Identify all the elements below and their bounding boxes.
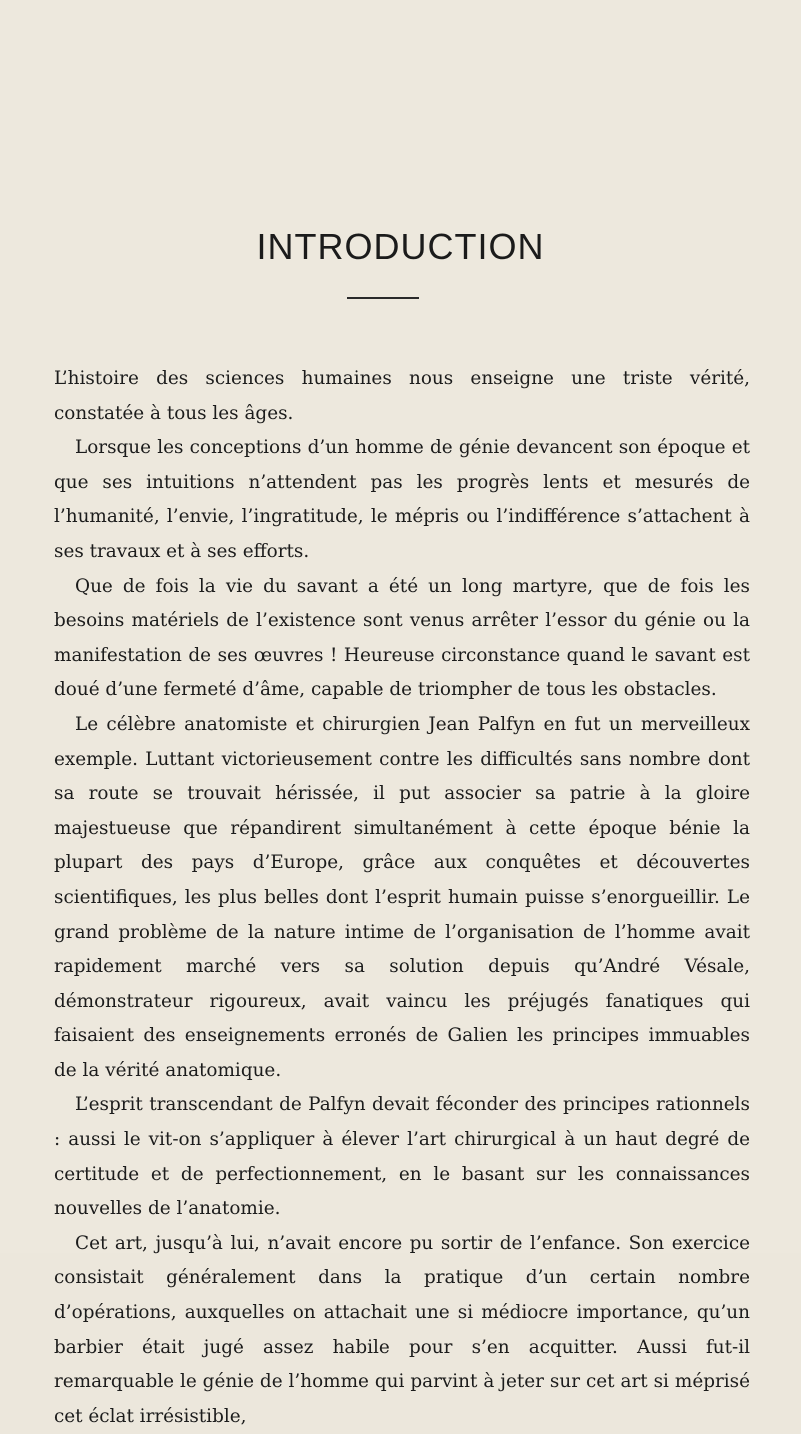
paragraph: L’esprit transcendant de Palfyn devait féconder des principes rationnels : aussi le vit-on s’appliquer à élever l’art chirurgical à un haut degré de certitude et de perfectionnement, en le basant sur les connaissances nouvelles de l’anatomie. — [54, 1094, 750, 1220]
heading-rule — [347, 297, 419, 299]
paragraph: Que de fois la vie du savant a été un long martyre, que de fois les besoins matériels de l’existence sont venus arrêter l’essor du génie ou la manifestation de ses œuvres ! Heureuse circonstance quand le savant est doué d’une fermeté d’âme, capable de triompher de tous les obstacles. — [54, 575, 750, 701]
paragraph: Le célèbre anatomiste et chirurgien Jean Palfyn en fut un merveilleux exemple. Luttant victorieusement contre les difficultés sans nombre dont sa route se trouvait hérissée, il put associer sa patrie à la gloire majestueuse que répandirent simultanément à cette époque bénie la plupart des pays d’Europe, grâce aux conquêtes et découvertes scientifiques, les plus belles dont l’esprit humain puisse s’enorgueillir. Le grand problème de la nature intime de l’organisation de l’homme avait rapidement marché vers sa solution depuis qu’André Vésale, démonstrateur rigoureux, avait vaincu les préjugés fanatiques qui faisaient des enseignements erronés de Galien les principes immuables de la vérité anatomique. — [54, 713, 750, 1081]
paragraph: Cet art, jusqu’à lui, n’avait encore pu sortir de l’enfance. Son exercice consistait généralement dans la pratique d’un certain nombre d’opérations, auxquelles on attachait une si médiocre importance, qu’un barbier était jugé assez habile pour s’en acquitter. Aussi fut-il remarquable le génie de l’homme qui parvint à jeter sur cet art si méprisé cet éclat irrésistible, — [54, 1232, 750, 1427]
paragraph: Lorsque les conceptions d’un homme de génie devancent son époque et que ses intuitions n’attendent pas les progrès lents et mesurés de l’humanité, l’envie, l’ingratitude, le mépris ou l’indifférence s’attachent à ses travaux et à ses efforts. — [54, 437, 750, 562]
paragraph: L’histoire des sciences humaines nous enseigne une triste vérité, constatée à tous les âges. — [54, 368, 750, 424]
body-text — [54, 362, 750, 1434]
chapter-heading: INTRODUCTION — [256, 226, 545, 267]
